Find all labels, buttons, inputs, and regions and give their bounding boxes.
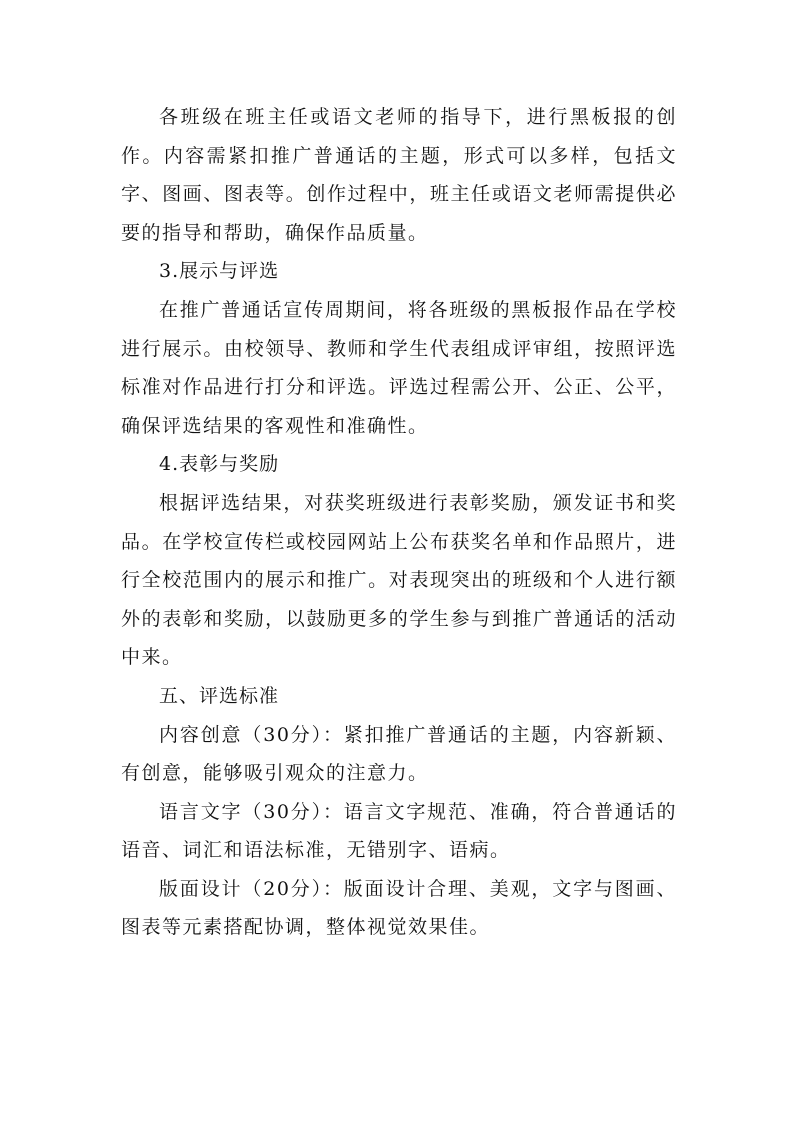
paragraph-creation: 各班级在班主任或语文老师的指导下，进行黑板报的创作。内容需紧扣推广普通话的主题，形式可以多样，包括文字、图画、图表等。创作过程中，班主任或语文老师需提供必要的指导和帮助，确保作品质量。 bbox=[121, 106, 677, 244]
paragraph-reward: 根据评选结果，对获奖班级进行表彰奖励，颁发证书和奖品。在学校宣传栏或校园网站上公布获奖名单和作品照片，进行全校范围内的展示和推广。对表现突出的班级和个人进行额外的表彰和奖励，以鼓励更多的学生参与到推广普通话的活动中来。 bbox=[121, 491, 677, 669]
document-page bbox=[121, 98, 677, 947]
paragraph-criterion-content: 内容创意（30分）：紧扣推广普通话的主题，内容新颖、有创意，能够吸引观众的注意力。 bbox=[121, 723, 677, 785]
paragraph-criterion-language: 语言文字（30分）：语言文字规范、准确，符合普通话的语音、词汇和语法标准，无错别字、语病。 bbox=[121, 800, 677, 862]
paragraph-criterion-layout: 版面设计（20分）：版面设计合理、美观，文字与图画、图表等元素搭配协调，整体视觉效果佳。 bbox=[121, 877, 677, 939]
heading-selection-criteria: 五、评选标准 bbox=[159, 684, 280, 707]
heading-display-and-selection: 3.展示与评选 bbox=[159, 260, 280, 283]
heading-commendation-and-reward: 4.表彰与奖励 bbox=[159, 453, 280, 476]
paragraph-display: 在推广普通话宣传周期间，将各班级的黑板报作品在学校进行展示。由校领导、教师和学生代表组成评审组，按照评选标准对作品进行打分和评选。评选过程需公开、公正、公平，确保评选结果的客观性和准确性。 bbox=[121, 298, 677, 437]
